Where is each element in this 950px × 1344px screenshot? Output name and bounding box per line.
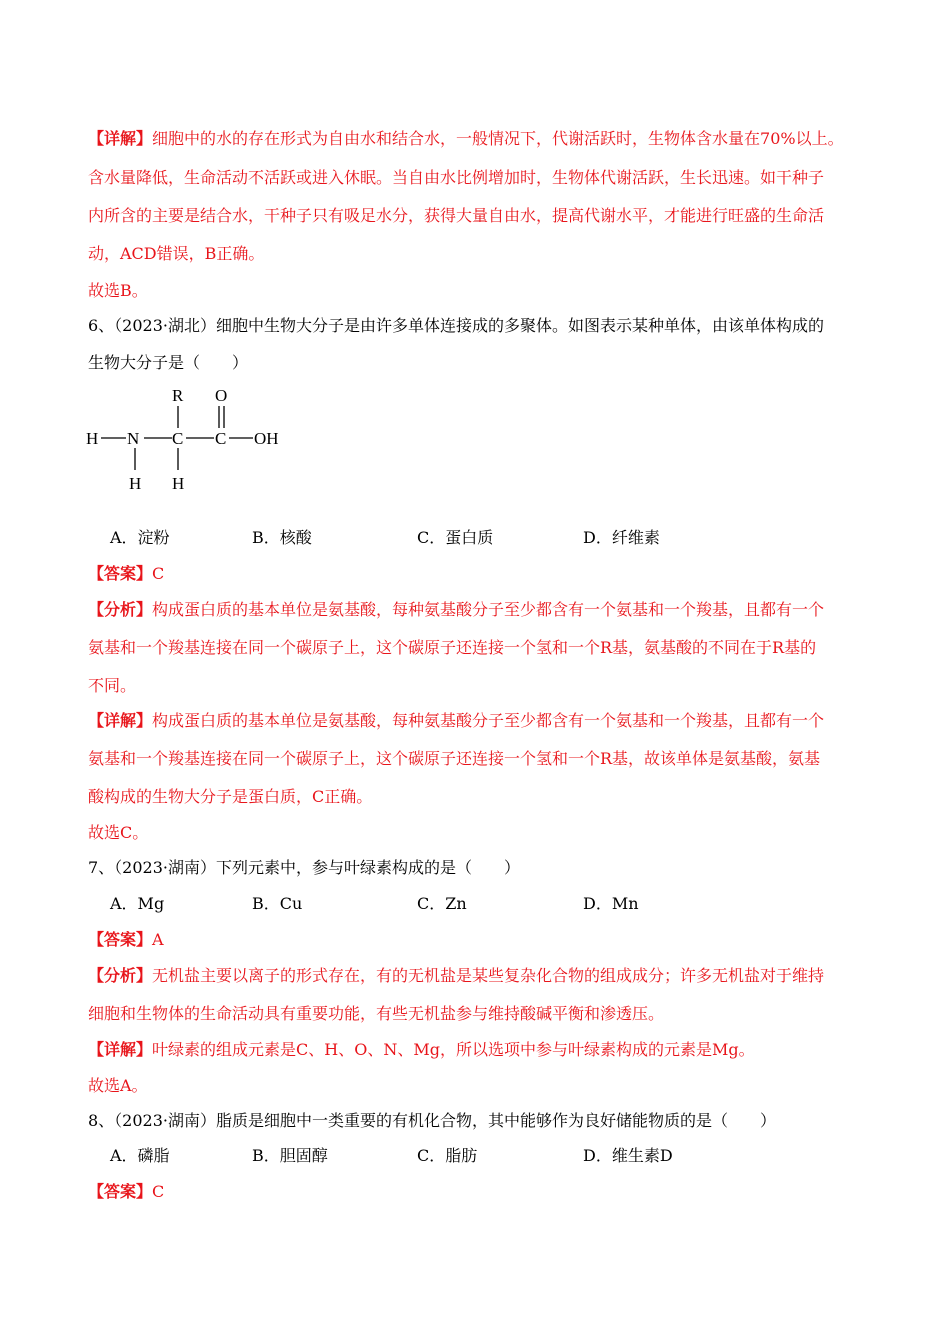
q8-options (0, 1145, 950, 1167)
analysis-text: 无机盐主要以离子的形式存在，有的无机盐是某些复杂化合物的组成成分；许多无机盐对于维持 (152, 966, 825, 985)
analysis-tag: 【分析】 (88, 966, 153, 985)
struct-r: R (172, 386, 184, 405)
q6-analysis-line-3: 不同。 (88, 676, 137, 695)
amino-acid-structure (86, 384, 296, 496)
q7-select: 故选A。 (88, 1076, 148, 1095)
q5-detail-line-2: 含水量降低，生命活动不活跃或进入休眠。当自由水比例增加时，生物体代谢活跃，生长迅速。如干种子 (88, 168, 825, 187)
struct-oh: OH (254, 429, 279, 448)
q7-stem: 7、（2023·湖南）下列元素中，参与叶绿素构成的是（ ） (88, 858, 520, 877)
q7-answer (88, 929, 164, 951)
answer-value: A (152, 930, 164, 949)
q7-detail-line-1 (88, 1039, 755, 1061)
analysis-tag: 【分析】 (88, 600, 153, 619)
q6-option-c[interactable]: C．蛋白质 (417, 528, 494, 547)
q8-option-b[interactable]: B．胆固醇 (252, 1146, 328, 1165)
q6-option-a[interactable]: A．淀粉 (110, 528, 170, 547)
q6-analysis-line-1 (88, 599, 824, 621)
answer-value: C (152, 564, 165, 583)
q7-option-d[interactable]: D．Mn (583, 894, 639, 913)
q6-detail-line-2: 氨基和一个羧基连接在同一个碳原子上，这个碳原子还连接一个氢和一个R基，故该单体是氨基酸，氨基 (88, 749, 821, 768)
struct-c-alpha: C (172, 429, 184, 448)
answer-tag: 【答案】 (88, 930, 153, 949)
q5-detail-line-1 (88, 128, 844, 150)
answer-tag: 【答案】 (88, 564, 153, 583)
q6-option-d[interactable]: D．纤维素 (583, 528, 660, 547)
q6-stem-line-1: 6、（2023·湖北）细胞中生物大分子是由许多单体连接成的多聚体。如图表示某种单体，由该单体构成的 (88, 316, 824, 335)
struct-c-carboxyl: C (215, 429, 227, 448)
q6-stem-line-2: 生物大分子是（ ） (88, 353, 249, 372)
struct-n: N (127, 429, 140, 448)
detail-tag: 【详解】 (88, 129, 153, 148)
q8-option-c[interactable]: C．脂肪 (417, 1146, 478, 1165)
analysis-text: 构成蛋白质的基本单位是氨基酸，每种氨基酸分子至少都含有一个氨基和一个羧基，且都有一个 (152, 600, 825, 619)
q5-detail-line-4: 动，ACD错误，B正确。 (88, 244, 265, 263)
q7-option-b[interactable]: B．Cu (252, 894, 303, 913)
detail-text: 构成蛋白质的基本单位是氨基酸，每种氨基酸分子至少都含有一个氨基和一个羧基，且都有一个 (152, 711, 825, 730)
q6-analysis-line-2: 氨基和一个羧基连接在同一个碳原子上，这个碳原子还连接一个氢和一个R基，氨基酸的不同在于R基的 (88, 638, 817, 657)
detail-tag: 【详解】 (88, 1040, 153, 1059)
q6-detail-line-1 (88, 710, 824, 732)
q6-detail-line-3: 酸构成的生物大分子是蛋白质，C正确。 (88, 787, 373, 806)
q7-analysis-line-1 (88, 965, 824, 987)
q6-options (0, 527, 950, 549)
struct-h-amino: H (129, 474, 142, 493)
q7-analysis-line-2: 细胞和生物体的生命活动具有重要功能，有些无机盐参与维持酸碱平衡和渗透压。 (88, 1004, 665, 1023)
q5-detail-line-3: 内所含的主要是结合水，干种子只有吸足水分，获得大量自由水，提高代谢水平，才能进行旺盛的生命活 (88, 206, 825, 225)
q8-option-a[interactable]: A．磷脂 (110, 1146, 170, 1165)
struct-o: O (215, 386, 228, 405)
struct-h-alpha: H (172, 474, 185, 493)
q8-answer (88, 1181, 164, 1203)
detail-text: 叶绿素的组成元素是C、H、O、N、Mg，所以选项中参与叶绿素构成的元素是Mg。 (152, 1040, 755, 1059)
q6-option-b[interactable]: B．核酸 (252, 528, 312, 547)
answer-value: C (152, 1182, 165, 1201)
answer-tag: 【答案】 (88, 1182, 153, 1201)
detail-tag: 【详解】 (88, 711, 153, 730)
q5-select: 故选B。 (88, 281, 148, 300)
struct-h-left: H (86, 429, 99, 448)
q7-options (0, 893, 950, 915)
q7-option-c[interactable]: C．Zn (417, 894, 467, 913)
q7-option-a[interactable]: A．Mg (110, 894, 165, 913)
q8-option-d[interactable]: D．维生素D (583, 1146, 673, 1165)
q6-answer (88, 563, 164, 585)
q8-stem: 8、（2023·湖南）脂质是细胞中一类重要的有机化合物，其中能够作为良好储能物质的是（ ） (88, 1111, 776, 1130)
detail-text: 细胞中的水的存在形式为自由水和结合水，一般情况下，代谢活跃时，生物体含水量在70%以上。 (152, 129, 844, 148)
q6-select: 故选C。 (88, 823, 149, 842)
